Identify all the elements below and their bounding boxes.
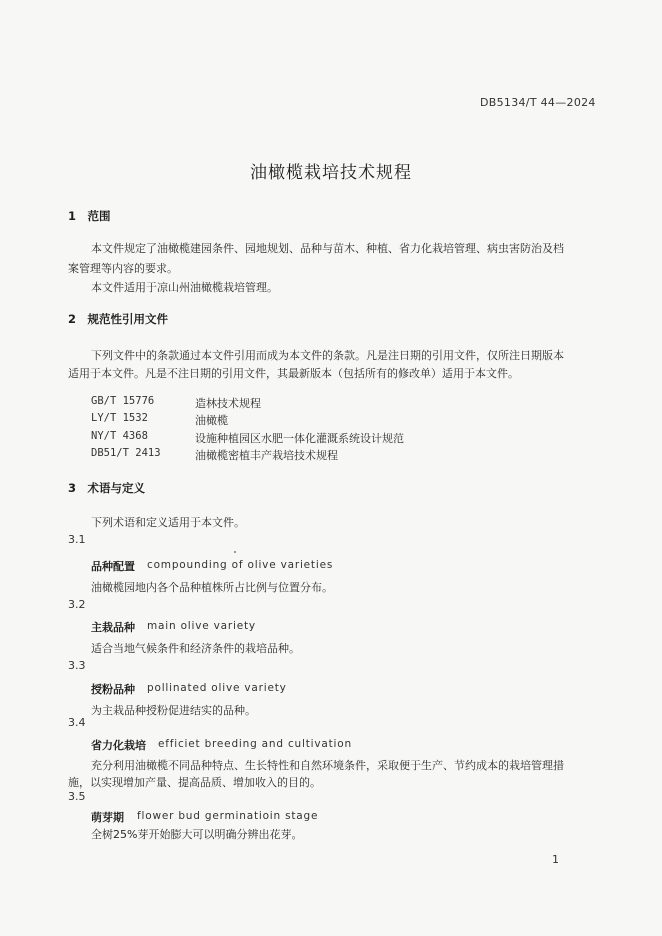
term-definition: 全树25%芽开始膨大可以明确分辨出花芽。 bbox=[91, 828, 303, 841]
document-title: 油橄榄栽培技术规程 bbox=[250, 163, 412, 183]
term-name-en: flower bud germinatioin stage bbox=[137, 810, 319, 822]
reference-title: 油橄榄密植丰产栽培技术规程 bbox=[195, 449, 338, 462]
term-number: 3.5 bbox=[68, 790, 86, 803]
section-3-heading: 3 术语与定义 bbox=[68, 481, 146, 495]
reference-code: GB/T 15776 bbox=[91, 395, 155, 407]
term-name-en: pollinated olive variety bbox=[147, 682, 287, 694]
term-name-zh: 品种配置 bbox=[91, 560, 135, 573]
section-2-para-line-2: 适用于本文件。凡是不注日期的引用文件，其最新版本（包括所有的修改单）适用于本文件。 bbox=[68, 367, 519, 380]
section-1-para-2: 本文件适用于凉山州油橄榄栽培管理。 bbox=[91, 281, 278, 294]
section-1-para-1-line-2: 案管理等内容的要求。 bbox=[68, 262, 178, 275]
reference-title: 造林技术规程 bbox=[195, 397, 261, 410]
term-definition: 适合当地气候条件和经济条件的栽培品种。 bbox=[91, 642, 300, 655]
reference-code: NY/T 4368 bbox=[91, 430, 148, 442]
reference-code: DB51/T 2413 bbox=[91, 447, 161, 459]
term-name-en: compounding of olive varieties bbox=[147, 559, 334, 571]
term-number: 3.3 bbox=[68, 659, 86, 672]
term-definition: 施，以实现增加产量、提高品质、增加收入的目的。 bbox=[68, 776, 321, 789]
section-2-para-line-1: 下列文件中的条款通过本文件引用而成为本文件的条款。凡是注日期的引用文件，仅所注日期版本 bbox=[91, 349, 564, 362]
term-name-zh: 萌芽期 bbox=[91, 811, 124, 824]
section-1-para-1-line-1: 本文件规定了油橄榄建园条件、园地规划、品种与苗木、种植、省力化栽培管理、病虫害防治及档 bbox=[91, 242, 564, 255]
term-name-zh: 主栽品种 bbox=[91, 621, 135, 634]
term-definition: 油橄榄园地内各个品种植株所占比例与位置分布。 bbox=[91, 581, 333, 594]
section-2-heading: 2 规范性引用文件 bbox=[68, 312, 169, 326]
reference-title: 油橄榄 bbox=[195, 414, 228, 427]
term-number: 3.1 bbox=[68, 533, 86, 546]
term-definition: 充分利用油橄榄不同品种特点、生长特性和自然环境条件，采取便于生产、节约成本的栽培管理措 bbox=[91, 759, 564, 772]
scan-speck bbox=[234, 551, 236, 553]
doc-code: DB5134/T 44—2024 bbox=[480, 96, 596, 109]
term-number: 3.4 bbox=[68, 716, 86, 729]
term-number: 3.2 bbox=[68, 598, 86, 611]
term-name-zh: 省力化栽培 bbox=[91, 739, 146, 752]
section-3-intro: 下列术语和定义适用于本文件。 bbox=[91, 516, 245, 529]
term-definition: 为主栽品种授粉促进结实的品种。 bbox=[91, 704, 256, 717]
reference-title: 设施种植园区水肥一体化灌溉系统设计规范 bbox=[195, 432, 404, 445]
term-name-en: main olive variety bbox=[147, 620, 256, 632]
term-name-zh: 授粉品种 bbox=[91, 683, 135, 696]
section-1-heading: 1 范围 bbox=[68, 209, 111, 223]
term-name-en: efficiet breeding and cultivation bbox=[158, 738, 352, 750]
reference-code: LY/T 1532 bbox=[91, 412, 148, 424]
page-number: 1 bbox=[552, 853, 559, 866]
